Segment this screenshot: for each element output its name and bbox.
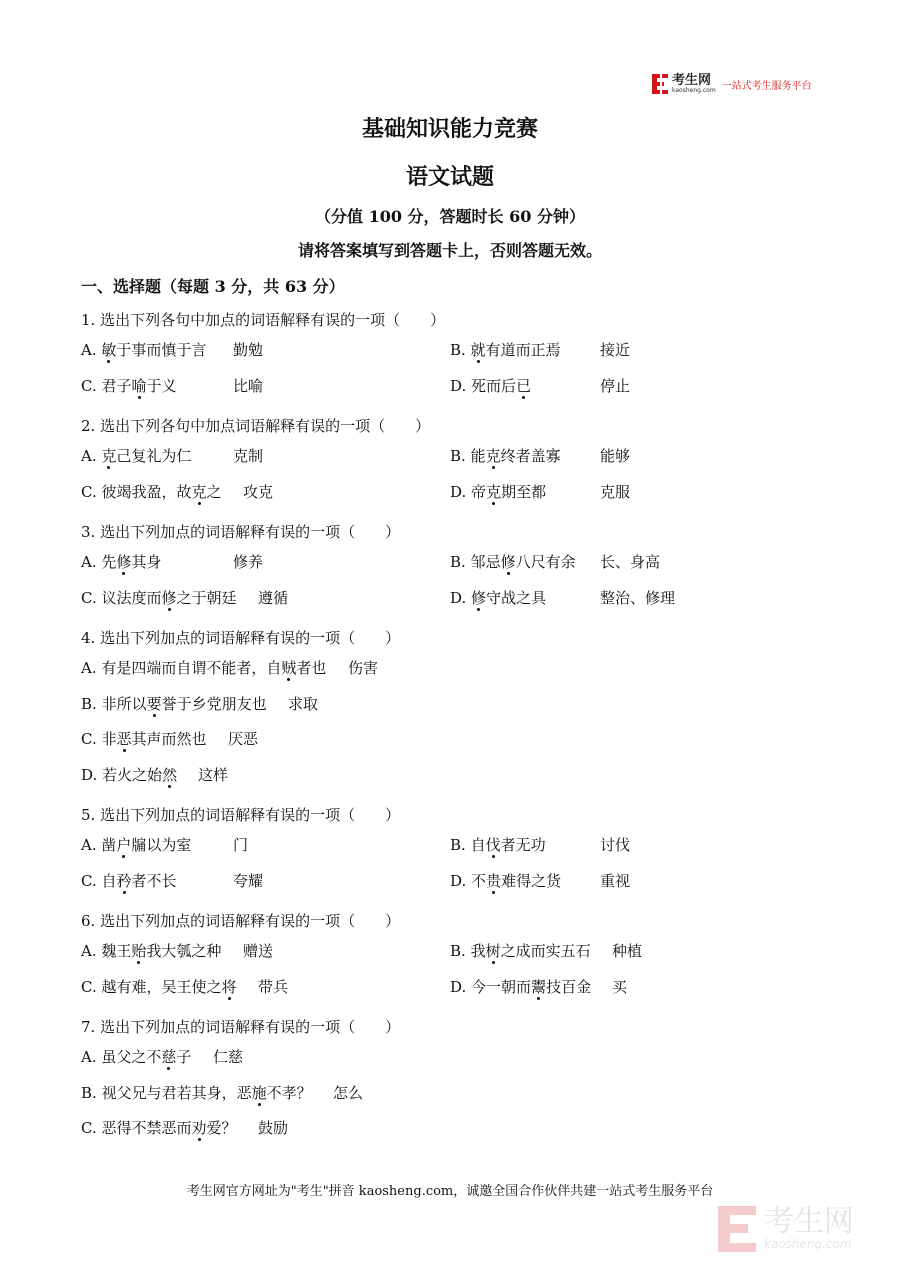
option-text-pre: 非 [101, 730, 117, 748]
question-stem: 2. 选出下列各句中加点词语解释有误的一项（ ） [81, 417, 431, 435]
option-line [450, 376, 531, 396]
option-meaning: 讨伐 [600, 836, 631, 854]
option-meaning: 怎么 [333, 1083, 364, 1102]
logo-name: 考生网 [672, 73, 712, 88]
emphasized-word: 已 [516, 376, 532, 395]
option-line [450, 482, 546, 502]
option-line [81, 729, 207, 749]
option-text-post: 之 [206, 482, 222, 501]
section-title: 一、选择题（每题 3 分，共 63 分） [81, 277, 345, 296]
option-meaning: 厌恶 [228, 730, 259, 748]
option-text-post: 者也 [296, 659, 327, 677]
emphasized-word: 慈 [161, 1048, 177, 1066]
emphasized-word: 矜 [116, 871, 132, 890]
option-text-pre: 自 [101, 871, 117, 890]
option-text-pre: 虽父之不 [101, 1048, 162, 1066]
logo-text [672, 74, 716, 94]
option-label: A. [81, 447, 97, 465]
option-text-post: 期至都 [501, 482, 547, 501]
option-label: B. [450, 553, 466, 571]
option-line [450, 340, 561, 360]
logo-mark-icon [652, 74, 668, 94]
emphasized-word: 户 [116, 836, 132, 854]
option-meaning: 比喻 [233, 376, 264, 395]
option-text-post: 于事而慎于言 [116, 341, 207, 359]
option-meaning: 长、身高 [600, 553, 661, 571]
option-label: C. [81, 871, 97, 890]
option-label: A. [81, 1048, 97, 1066]
option-text-pre: 越有难，吴王使之 [101, 977, 222, 996]
option-label: D. [450, 871, 467, 890]
emphasized-word: 就 [470, 341, 486, 359]
option-text-pre: 视父兄与君若其身，恶 [101, 1083, 252, 1102]
question-stem: 5. 选出下列加点的词语解释有误的一项（ ） [81, 806, 401, 824]
emphasized-word: 施 [251, 1083, 267, 1102]
option-text-post: 八尺有余 [515, 553, 576, 571]
emphasized-word: 修 [500, 553, 516, 571]
option-line [81, 482, 222, 502]
exam-note: （分值 100 分，答题时长 60 分钟） [315, 207, 585, 226]
option-line [450, 941, 591, 961]
option-text-post: 子 [176, 1048, 192, 1066]
option-line [81, 1047, 191, 1067]
option-text-post: 我大瓠之种 [146, 942, 222, 960]
option-label: B. [450, 341, 466, 359]
header-logo [652, 72, 812, 96]
option-line [81, 941, 221, 961]
option-line [81, 835, 191, 855]
emphasized-word: 修 [161, 588, 177, 607]
option-label: C. [81, 482, 97, 501]
option-text-post: 不孝？ [266, 1083, 312, 1102]
option-meaning: 这样 [198, 765, 229, 784]
option-meaning: 克制 [233, 447, 264, 465]
option-meaning: 鼓励 [258, 1119, 289, 1137]
option-text-pre: 魏王 [101, 942, 132, 960]
option-line [81, 1118, 237, 1138]
option-label: B. [450, 942, 466, 960]
option-meaning: 攻克 [243, 482, 274, 501]
option-label: D. [450, 977, 467, 996]
emphasized-word: 修 [116, 553, 132, 571]
option-label: B. [81, 694, 97, 713]
emphasized-word: 克 [191, 482, 207, 501]
option-line [81, 376, 177, 396]
option-line [81, 658, 326, 678]
question-stem: 6. 选出下列加点的词语解释有误的一项（ ） [81, 912, 401, 930]
emphasized-word: 将 [221, 977, 237, 996]
emphasized-word: 劝 [191, 1119, 207, 1137]
option-line [81, 871, 177, 891]
emphasized-word: 然 [162, 765, 178, 784]
option-text-pre: 凿 [101, 836, 117, 854]
option-label: C. [81, 376, 97, 395]
option-text-pre: 死而后 [471, 376, 517, 395]
option-line [450, 552, 576, 572]
option-label: A. [81, 553, 97, 571]
option-line [81, 1083, 312, 1103]
footer-text: 考生网官方网址为"考生"拼音 kaosheng.com，诚邀全国合作伙伴共建一站式考生服务平台 [186, 1184, 714, 1199]
option-meaning: 带兵 [258, 977, 289, 996]
exam-title: 基础知识能力竞赛 [361, 116, 538, 142]
option-label: A. [81, 836, 97, 854]
option-meaning: 勤勉 [233, 341, 264, 359]
option-text-post: 牖以为室 [131, 836, 192, 854]
option-line [450, 588, 546, 608]
question-stem: 3. 选出下列加点的词语解释有误的一项（ ） [81, 523, 401, 541]
option-label: C. [81, 588, 97, 607]
option-line [81, 588, 237, 608]
emphasized-word: 贵 [486, 871, 502, 890]
option-line [81, 977, 237, 997]
option-meaning: 停止 [600, 376, 631, 395]
option-meaning: 仁慈 [213, 1048, 244, 1066]
option-label: C. [81, 730, 97, 748]
option-text-pre: 非所以 [101, 694, 147, 713]
emphasized-word: 树 [485, 942, 501, 960]
question-stem: 7. 选出下列加点的词语解释有误的一项（ ） [81, 1018, 401, 1036]
option-line [81, 694, 267, 714]
exam-subtitle: 语文试题 [405, 164, 494, 190]
watermark-url: kaosheng.com [764, 1237, 852, 1251]
option-text-pre: 议法度而 [101, 588, 162, 607]
emphasized-word: 敏 [101, 341, 117, 359]
emphasized-word: 伐 [485, 836, 501, 854]
option-text-post: 者无功 [500, 836, 546, 854]
question-stem: 1. 选出下列各句中加点的词语解释有误的一项（ ） [81, 311, 446, 329]
option-text-post: 者不长 [131, 871, 177, 890]
option-label: B. [450, 836, 466, 854]
option-meaning: 遵循 [258, 588, 289, 607]
option-line [450, 871, 561, 891]
option-meaning: 求取 [288, 694, 319, 713]
option-text-post: 其声而然也 [131, 730, 207, 748]
emphasized-word: 喻 [131, 376, 147, 395]
emphasized-word: 克 [101, 447, 117, 465]
option-text-post: 守战之具 [486, 588, 547, 607]
option-meaning: 夸耀 [233, 871, 264, 890]
option-text-pre: 自 [470, 836, 486, 854]
watermark-mark-icon [718, 1206, 756, 1252]
option-text-post: 己复礼为仁 [116, 447, 192, 465]
emphasized-word: 克 [485, 447, 501, 465]
option-meaning: 整治、修理 [600, 588, 676, 607]
option-line [81, 340, 206, 360]
option-text-post: 之于朝廷 [176, 588, 237, 607]
option-line [450, 977, 591, 997]
option-label: B. [450, 447, 466, 465]
option-label: D. [450, 588, 467, 607]
logo-url: kaosheng.com [672, 87, 716, 94]
option-meaning: 重视 [600, 871, 631, 890]
option-text-pre: 不 [471, 871, 487, 890]
option-label: D. [450, 376, 467, 395]
option-label: C. [81, 977, 97, 996]
emphasized-word: 修 [471, 588, 487, 607]
exam-instruction: 请将答案填写到答题卡上，否则答题无效。 [297, 241, 602, 260]
option-meaning: 门 [233, 836, 249, 854]
option-label: A. [81, 659, 97, 677]
option-label: C. [81, 1119, 97, 1137]
option-line [81, 446, 191, 466]
option-line [450, 835, 546, 855]
emphasized-word: 贻 [131, 942, 147, 960]
emphasized-word: 要 [146, 694, 162, 713]
watermark-name: 考生网 [764, 1204, 854, 1239]
option-text-pre: 能 [470, 447, 486, 465]
option-label: B. [81, 1083, 97, 1102]
option-line [450, 446, 561, 466]
option-meaning: 赠送 [243, 942, 274, 960]
option-meaning: 买 [612, 977, 628, 996]
option-meaning: 接近 [600, 341, 631, 359]
option-text-pre: 若火之始 [102, 765, 163, 784]
option-text-post: 于义 [146, 376, 177, 395]
option-line [81, 765, 177, 785]
option-meaning: 克服 [600, 482, 631, 501]
emphasized-word: 克 [486, 482, 502, 501]
option-text-pre: 我 [470, 942, 486, 960]
option-text-pre: 邹忌 [470, 553, 501, 571]
option-text-pre: 有是四端而自谓不能者，自 [101, 659, 282, 677]
option-text-pre: 帝 [471, 482, 487, 501]
option-label: D. [81, 765, 98, 784]
option-text-post: 誉于乡党朋友也 [161, 694, 267, 713]
emphasized-word: 恶 [116, 730, 132, 748]
option-text-post: 终者盖寡 [500, 447, 561, 465]
emphasized-word: 贼 [281, 659, 297, 677]
emphasized-word: 鬻 [531, 977, 547, 996]
option-label: D. [450, 482, 467, 501]
option-meaning: 修养 [233, 553, 264, 571]
option-text-pre: 恶得不禁恶而 [101, 1119, 192, 1137]
option-text-post: 爱？ [206, 1119, 237, 1137]
option-text-pre: 今一朝而 [471, 977, 532, 996]
option-text-post: 其身 [131, 553, 162, 571]
option-text-post: 之成而实五石 [500, 942, 591, 960]
option-text-post: 有道而正焉 [485, 341, 561, 359]
option-label: A. [81, 942, 97, 960]
option-text-post: 难得之货 [501, 871, 562, 890]
option-text-pre: 君子 [101, 376, 132, 395]
logo-slogan: 一站式考生服务平台 [721, 80, 812, 92]
option-meaning: 能够 [600, 447, 631, 465]
option-text-post: 技百金 [546, 977, 592, 996]
option-meaning: 种植 [612, 942, 643, 960]
option-label: A. [81, 341, 97, 359]
option-meaning: 伤害 [348, 659, 379, 677]
option-line [81, 552, 161, 572]
option-text-pre: 彼竭我盈，故 [101, 482, 192, 501]
option-text-pre: 先 [101, 553, 117, 571]
watermark [718, 1206, 854, 1252]
watermark-text [764, 1204, 854, 1251]
question-stem: 4. 选出下列加点的词语解释有误的一项（ ） [81, 629, 401, 647]
